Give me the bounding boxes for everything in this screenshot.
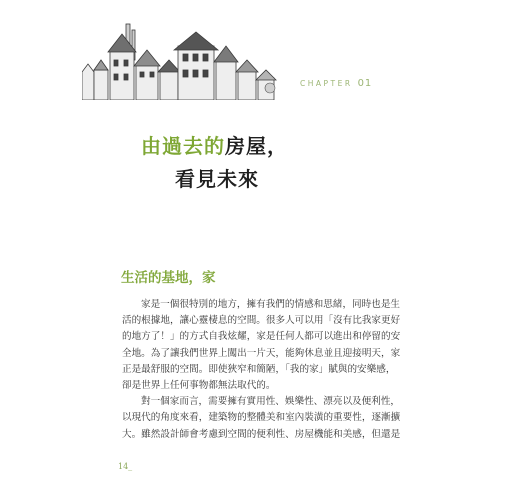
chapter-label [300, 78, 372, 89]
paragraph-2-line: 以現代的角度來看，建築物的整體美和室內裝潢的重要性，逐漸擴 [122, 412, 401, 424]
title-line-2: 看見未來 [175, 167, 259, 191]
paragraph-1-line: 正是最舒服的空間。即使狹窄和簡陋，「我的家」賦與的安樂感， [122, 363, 396, 375]
paragraph-1-line: 家是一個很特別的地方，擁有我們的情感和思緒，同時也是生 [141, 299, 401, 310]
title-green-part: 由過去的 [141, 134, 225, 158]
chapter-number: 01 [357, 78, 373, 89]
page-number: 14_ [118, 462, 133, 471]
section-heading: 生活的基地，家 [121, 270, 216, 286]
chapter-word: CHAPTER [300, 79, 353, 88]
title-dark-part: 房屋 [225, 134, 267, 158]
houses-illustration [82, 20, 282, 100]
body-text [122, 297, 401, 443]
paragraph-1-line: 活的根據地，讓心靈棲息的空間。很多人可以用「沒有比我家更好 [122, 315, 401, 327]
title-punctuation: ， [267, 134, 288, 158]
paragraph-2-line: 對一個家而言，需要擁有實用性、娛樂性、漂亮以及便利性， [141, 396, 401, 408]
paragraph-2-line: 大。雖然設計師會考慮到空間的便利性、房屋機能和美感，但還是 [122, 428, 401, 440]
paragraph-1-line: 的地方了！」的方式自我炫耀，家是任何人都可以進出和停留的安 [122, 331, 401, 343]
paragraph-1-line: 全地。為了讓我們世界上闖出一片天，能夠休息並且迎接明天，家 [122, 347, 401, 359]
title-line-1 [141, 130, 288, 159]
paragraph-1-line: 卻是世界上任何事物都無法取代的。 [122, 379, 276, 391]
